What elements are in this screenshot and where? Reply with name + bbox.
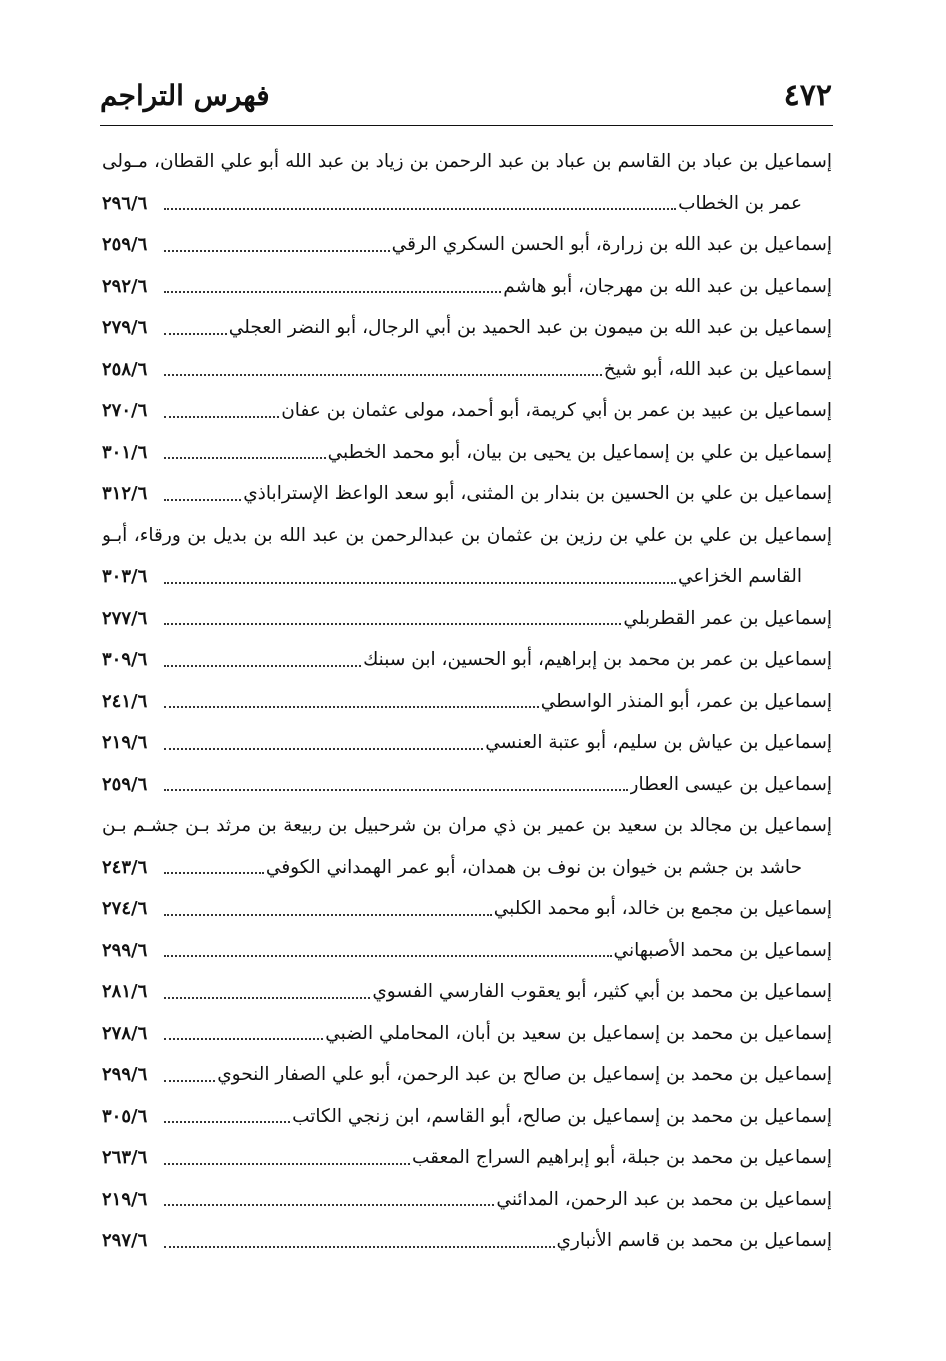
dot-leader — [164, 1246, 555, 1248]
entry-line — [102, 722, 832, 764]
entry-line — [102, 473, 832, 515]
index-entry — [102, 598, 832, 640]
index-entry — [102, 805, 832, 888]
index-entry — [102, 971, 832, 1013]
entry-name: إسماعيل بن عياش بن سليم، أبو عتبة العنسي — [485, 732, 832, 753]
entry-name: إسماعيل بن عبد الله بن ميمون بن عبد الحميد بن أبي الرجال، أبو النضر العجلي — [228, 317, 832, 338]
dot-leader — [164, 333, 227, 335]
entry-line — [102, 930, 832, 972]
volume-page-reference: ٢٧٠/٦ — [102, 400, 148, 421]
page-header — [100, 76, 832, 116]
dot-leader — [164, 665, 361, 667]
index-entry — [102, 473, 832, 515]
dot-leader — [164, 914, 492, 916]
entry-name: إسماعيل بن محمد بن إسماعيل بن صالح، أبو القاسم، ابن زنجي الكاتب — [292, 1105, 832, 1127]
volume-page-reference: ٢٧٤/٦ — [102, 898, 148, 919]
entry-name: إسماعيل بن محمد بن إسماعيل بن صالح بن عبد الرحمن، أبو علي الصفار النحوي — [217, 1064, 832, 1085]
volume-page-reference: ٢٧٧/٦ — [102, 607, 148, 629]
entry-name: القاسم الخزاعي — [678, 566, 802, 587]
entry-line — [102, 888, 832, 930]
entry-continuation-line — [102, 183, 832, 225]
volume-page-reference: ٢٧٩/٦ — [102, 317, 148, 338]
volume-page-reference: ٣٠٥/٦ — [102, 1105, 148, 1127]
dot-leader — [164, 789, 628, 791]
index-entry — [102, 224, 832, 266]
entry-name: إسماعيل بن عمر القطربلي — [623, 607, 832, 629]
dot-leader — [164, 997, 370, 999]
dot-leader — [164, 706, 539, 708]
entry-name: إسماعيل بن محمد بن قاسم الأنباري — [556, 1230, 832, 1251]
index-entry — [102, 432, 832, 474]
entry-name: إسماعيل بن محمد بن أبي كثير، أبو يعقوب الفارسي الفسوي — [372, 981, 832, 1002]
biography-index-list — [102, 141, 832, 1262]
index-entry — [102, 390, 832, 432]
dot-leader — [164, 623, 621, 625]
volume-page-reference: ٣١٢/٦ — [102, 483, 148, 504]
index-entry — [102, 266, 832, 308]
entry-name: إسماعيل بن محمد الأصبهاني — [613, 939, 832, 961]
volume-page-reference: ٢٩٩/٦ — [102, 939, 148, 961]
volume-page-reference: ٢١٩/٦ — [102, 732, 148, 753]
dot-leader — [164, 1080, 215, 1082]
dot-leader — [164, 416, 279, 418]
dot-leader — [164, 374, 602, 376]
entry-name: إسماعيل بن عبد الله بن مهرجان، أبو هاشم — [503, 275, 832, 297]
entry-line — [102, 971, 832, 1013]
volume-page-reference: ٢٤١/٦ — [102, 690, 148, 712]
entry-name: إسماعيل بن عيسى العطار — [629, 773, 832, 795]
entry-line — [102, 307, 832, 349]
entry-name: إسماعيل بن محمد بن جبلة، أبو إبراهيم السراج المعقب — [411, 1147, 832, 1168]
index-entry — [102, 1220, 832, 1262]
entry-name: إسماعيل بن عبد الله بن زرارة، أبو الحسن السكري الرقي — [391, 234, 832, 255]
index-entry — [102, 1137, 832, 1179]
entry-name: إسماعيل بن عبيد بن عمر بن أبي كريمة، أبو أحمد، مولى عثمان بن عفان — [281, 400, 832, 421]
dot-leader — [164, 1163, 410, 1165]
entry-name: حاشد بن جشم بن خيوان بن نوف بن همدان، أبو عمر الهمداني الكوفي — [265, 856, 802, 878]
entry-name: إسماعيل بن علي بن إسماعيل بن يحيى بن بيان، أبو محمد الخطبي — [327, 441, 832, 463]
index-entry — [102, 888, 832, 930]
entry-name: إسماعيل بن عبد الله، أبو شيخ — [603, 358, 832, 380]
dot-leader — [164, 208, 676, 210]
index-entry — [102, 1054, 832, 1096]
entry-line — [102, 515, 832, 557]
entry-name: إسماعيل بن محمد بن عبد الرحمن، المدائني — [496, 1188, 832, 1210]
entry-name: إسماعيل بن مجمع بن خالد، أبو محمد الكلبي — [493, 898, 832, 919]
entry-name: إسماعيل بن محمد بن إسماعيل بن سعيد بن أبان، المحاملي الضبي — [325, 1022, 832, 1044]
volume-page-reference: ٢٨١/٦ — [102, 981, 148, 1002]
index-entry — [102, 1096, 832, 1138]
index-entry — [102, 639, 832, 681]
entry-name: إسماعيل بن عباد بن القاسم بن عباد بن عبد الرحمن بن زياد بن عبد الله أبو علي القطان، مـولى — [102, 151, 832, 172]
dot-leader — [164, 872, 264, 874]
index-entry — [102, 681, 832, 723]
entry-line — [102, 681, 832, 723]
entry-line — [102, 1179, 832, 1221]
volume-page-reference: ٢٤٣/٦ — [102, 856, 148, 878]
volume-page-reference: ٢١٩/٦ — [102, 1188, 148, 1210]
index-entry — [102, 141, 832, 224]
entry-line — [102, 432, 832, 474]
volume-page-reference: ٢٥٩/٦ — [102, 234, 148, 255]
entry-continuation-line — [102, 556, 832, 598]
volume-page-reference: ٢٥٨/٦ — [102, 358, 148, 380]
entry-name: إسماعيل بن عمر بن محمد بن إبراهيم، أبو الحسين، ابن سبنك — [363, 649, 832, 670]
index-entry — [102, 1013, 832, 1055]
dot-leader — [164, 748, 483, 750]
page-number: ٤٧٢ — [783, 78, 832, 113]
volume-page-reference: ٢٩٢/٦ — [102, 275, 148, 297]
volume-page-reference: ٢٦٣/٦ — [102, 1147, 148, 1168]
index-entry — [102, 307, 832, 349]
volume-page-reference: ٣٠٣/٦ — [102, 566, 148, 587]
entry-line — [102, 1137, 832, 1179]
index-entry — [102, 764, 832, 806]
dot-leader — [164, 1204, 494, 1206]
entry-line — [102, 764, 832, 806]
entry-line — [102, 1096, 832, 1138]
entry-line — [102, 598, 832, 640]
entry-line — [102, 349, 832, 391]
entry-name: إسماعيل بن مجالد بن سعيد بن عمير بن ذي مران بن شرحبيل بن ربيعة بن مرثد بـن جشـم بـن — [102, 815, 832, 836]
index-entry — [102, 1179, 832, 1221]
entry-line — [102, 805, 832, 847]
entry-line — [102, 141, 832, 183]
entry-line — [102, 224, 832, 266]
dot-leader — [164, 499, 241, 501]
volume-page-reference: ٣٠٩/٦ — [102, 649, 148, 670]
volume-page-reference: ٢٩٦/٦ — [102, 192, 148, 214]
entry-line — [102, 390, 832, 432]
index-entry — [102, 930, 832, 972]
volume-page-reference: ٢٩٩/٦ — [102, 1064, 148, 1085]
dot-leader — [164, 250, 390, 252]
running-title: فهرس التراجم — [100, 79, 270, 112]
volume-page-reference: ٣٠١/٦ — [102, 441, 148, 463]
dot-leader — [164, 1038, 323, 1040]
index-entry — [102, 722, 832, 764]
volume-page-reference: ٢٥٩/٦ — [102, 773, 148, 795]
volume-page-reference: ٢٧٨/٦ — [102, 1022, 148, 1044]
entry-name: عمر بن الخطاب — [678, 192, 802, 214]
entry-line — [102, 1013, 832, 1055]
entry-name: إسماعيل بن عمر، أبو المنذر الواسطي — [540, 690, 832, 712]
header-rule — [100, 125, 833, 126]
entry-name: إسماعيل بن علي بن علي بن رزين بن عثمان بن عبدالرحمن بن عبد الله بن بديل بن ورقاء، أبـو — [102, 524, 832, 546]
index-entry — [102, 349, 832, 391]
dot-leader — [164, 582, 676, 584]
dot-leader — [164, 291, 501, 293]
entry-line — [102, 1054, 832, 1096]
dot-leader — [164, 457, 326, 459]
volume-page-reference: ٢٩٧/٦ — [102, 1230, 148, 1251]
dot-leader — [164, 955, 612, 957]
dot-leader — [164, 1121, 290, 1123]
index-entry — [102, 515, 832, 598]
entry-line — [102, 266, 832, 308]
entry-continuation-line — [102, 847, 832, 889]
entry-line — [102, 1220, 832, 1262]
entry-name: إسماعيل بن علي بن الحسين بن بندار بن المثنى، أبو سعد الواعظ الإستراباذي — [243, 483, 832, 504]
entry-line — [102, 639, 832, 681]
